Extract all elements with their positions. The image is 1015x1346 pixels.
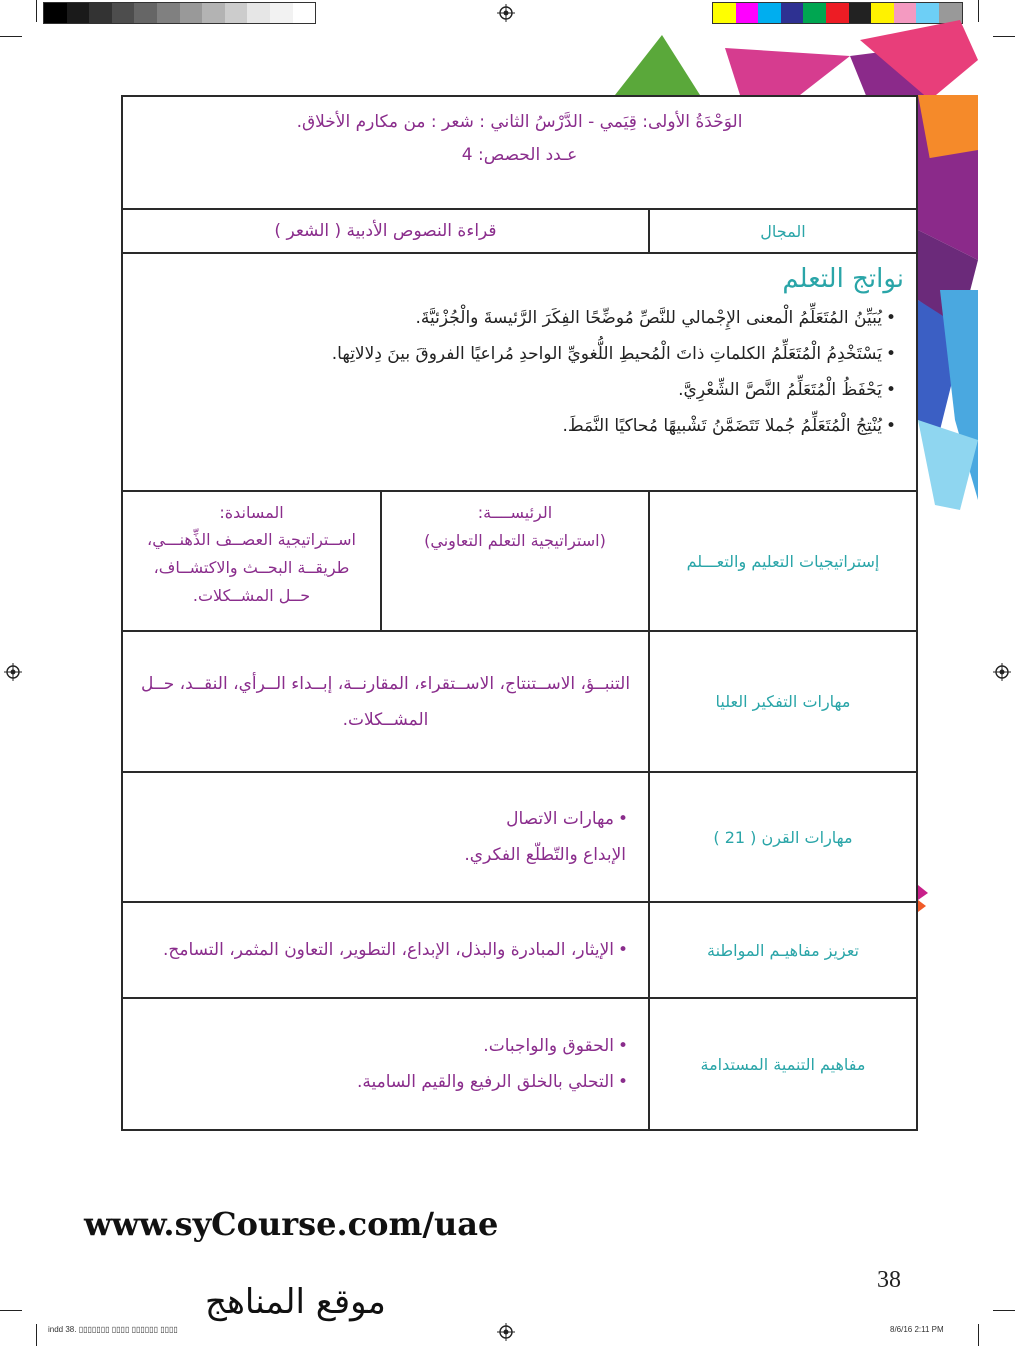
support-strategy-line: حــل المشــكلات.: [192, 586, 311, 605]
sustainability-value: [122, 998, 649, 1130]
lesson-header-cell: [122, 96, 917, 209]
citizenship-label: تعزيز مفاهيـم المواطنة: [649, 902, 917, 998]
grayscale-calibration-bar: [43, 2, 316, 24]
site-name-arabic: موقع المناهج: [205, 1282, 386, 1322]
sustainability-list: [131, 1028, 640, 1100]
registration-mark-icon: [4, 663, 22, 681]
sustainability-label: مفاهيم التنمية المستدامة: [649, 998, 917, 1130]
century-skills-value: [122, 772, 649, 902]
century-skills-label: مهارات القرن ( 21 ): [649, 772, 917, 902]
list-item: • الإيثار، المبادرة والبذل، الإبداع، التطوير، التعاون المثمر، التسامح.: [131, 932, 626, 968]
crop-mark: [978, 1324, 979, 1346]
list-item: • يُبَيِّنُ المُتَعَلِّمُ الْمعنى الإِجْمالي للنَّصِّ مُوضِّحًا الفِكَرَ الرَّئيسةَ والْجُزْئيَّةَ.: [131, 300, 894, 336]
crop-mark: [993, 1310, 1015, 1311]
higher-thinking-line: التنبــؤ، الاســتنتاج، الاســتقراء، المقارنــة، إبــداء الــرأي، النقــد، حــل: [140, 673, 631, 694]
unit-title: الوَحْدَةُ الأولى: قِيَمي - الدَّرْسُ الثاني : شعر : من مكارم الأخلاق.: [296, 112, 743, 132]
learning-outcomes-cell: [122, 253, 917, 491]
crop-mark: [978, 0, 979, 22]
website-link[interactable]: www.syCourse.com/uae: [84, 1205, 499, 1243]
strategies-label: إستراتيجيات التعليم والتعـــلم: [649, 491, 917, 631]
list-item: • يَسْتَخْدِمُ الْمُتَعَلِّمُ الكلماتِ ذاتَ الْمُحيطِ اللُّغويِّ الواحدِ مُراعيًا الفروقَ بينَ دِلالاتِها.: [131, 336, 894, 372]
list-item: • مهارات الاتصال: [131, 801, 626, 837]
domain-value: قراءة النصوص الأدبية ( الشعر ): [122, 209, 649, 253]
century-skills-list: [131, 801, 640, 837]
lesson-plan-table: [121, 95, 918, 1131]
registration-mark-icon: [497, 1323, 515, 1341]
support-strategy-line: اســتراتيجية العصــف الذِّهنـــي،: [147, 530, 356, 549]
support-strategy-cell: [122, 491, 381, 631]
higher-thinking-value: [122, 631, 649, 772]
crop-mark: [36, 0, 37, 22]
registration-mark-icon: [497, 4, 515, 22]
main-strategy-title: الرئيســــة:: [477, 503, 553, 522]
color-calibration-bar: [712, 2, 963, 24]
main-strategy-value: (استراتيجية التعلم التعاوني): [424, 531, 606, 550]
higher-thinking-label: مهارات التفكير العليا: [649, 631, 917, 772]
crop-mark: [36, 1324, 37, 1346]
support-strategy-line: طريقــة البحــث والاكتشــاف،: [153, 558, 350, 577]
learning-outcomes-title: نواتج التعلم: [782, 264, 904, 294]
registration-mark-icon: [993, 663, 1011, 681]
crop-mark: [0, 36, 22, 37]
crop-mark: [0, 1310, 22, 1311]
higher-thinking-line: المشــكلات.: [342, 709, 429, 730]
learning-outcomes-list: [131, 300, 908, 444]
print-slug-date: 8/6/16 2:11 PM: [890, 1325, 944, 1334]
domain-label: المجال: [649, 209, 917, 253]
periods-count: عـدد الحصص: 4: [461, 145, 578, 165]
print-slug-filename: indd 38. ▯▯▯▯▯▯▯ ▯▯▯▯ ▯▯▯▯▯▯ ▯▯▯▯: [48, 1325, 178, 1334]
support-strategy-title: المساندة:: [219, 503, 284, 522]
century-skills-line: الإبداع والتّطلّع الفكري.: [464, 845, 626, 865]
page-number: 38: [877, 1267, 901, 1293]
crop-mark: [993, 36, 1015, 37]
list-item: • التحلي بالخلق الرفيع والقيم السامية.: [131, 1064, 626, 1100]
citizenship-list: [131, 932, 640, 968]
list-item: • يُنْتِجُ الْمُتَعَلِّمُ جُملا تَتَضَمَّنُ تَشْبيهًا مُحاكيًا النَّمَطَ.: [131, 408, 894, 444]
list-item: • يَحْفَظُ الْمُتَعَلِّمُ النَّصَّ الشِّعْرِيَّ.: [131, 372, 894, 408]
main-strategy-cell: [381, 491, 649, 631]
citizenship-value: [122, 902, 649, 998]
list-item: • الحقوق والواجبات.: [131, 1028, 626, 1064]
